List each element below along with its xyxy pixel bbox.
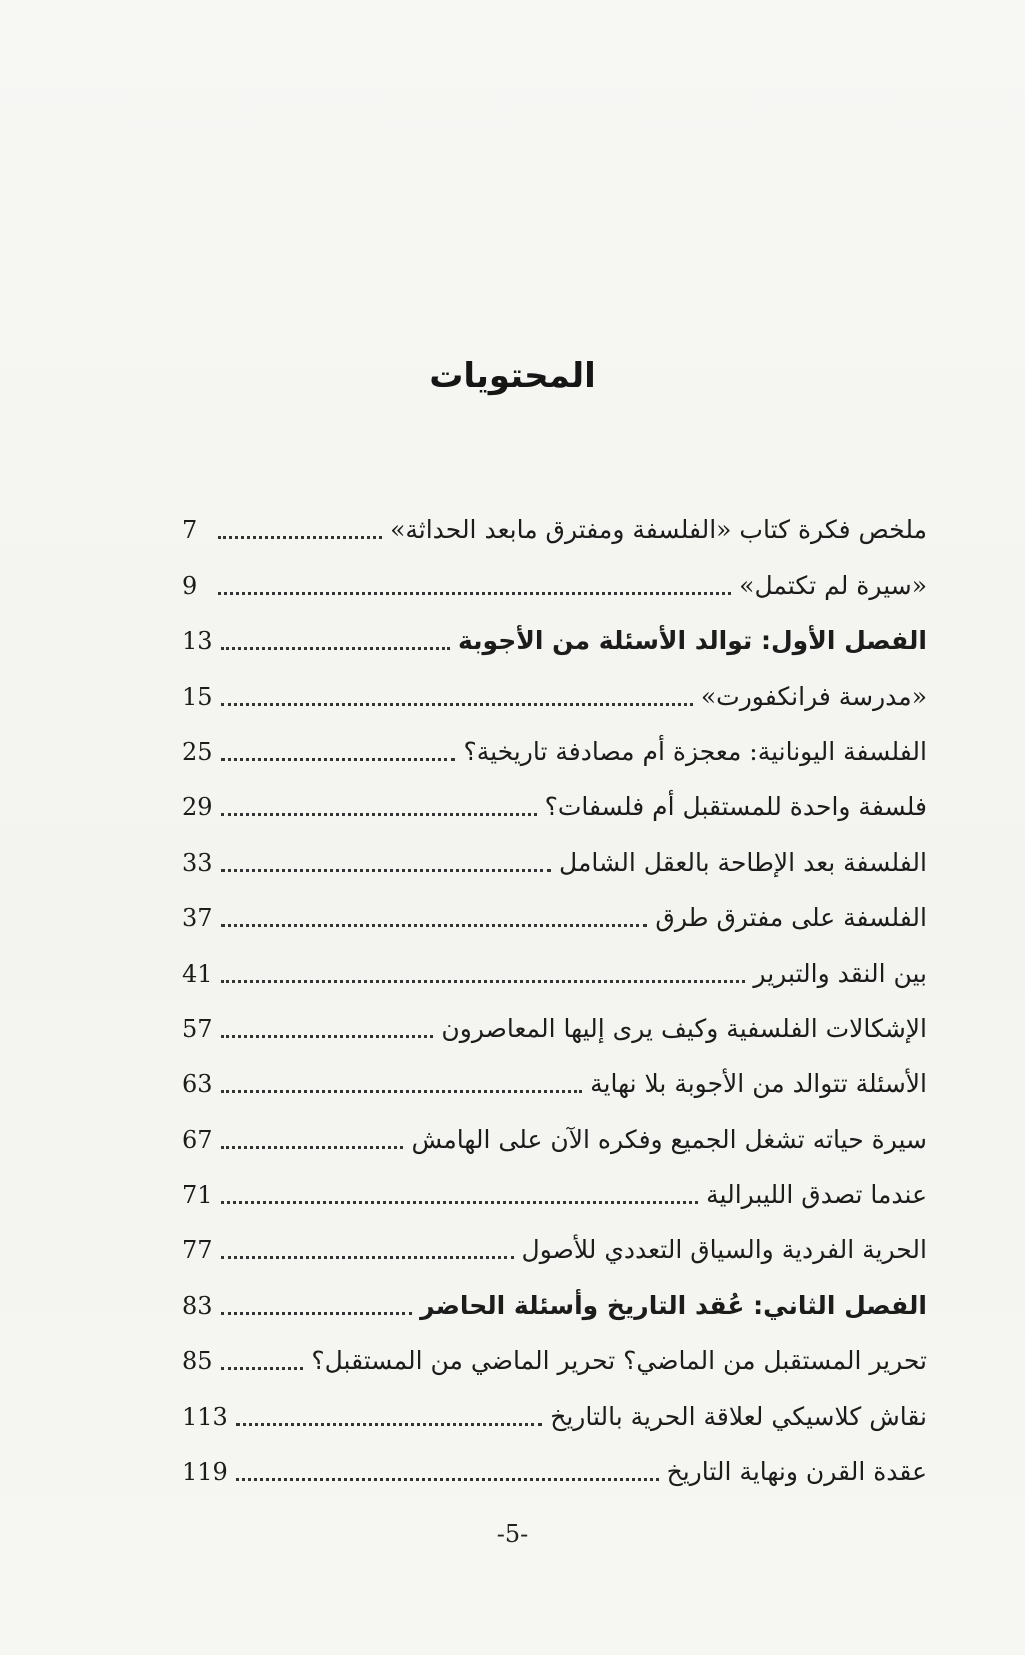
dot-leader: [218, 536, 382, 539]
dot-leader: [221, 1256, 514, 1259]
dot-leader: [218, 592, 731, 595]
toc-entry-page-number: 77: [182, 1236, 213, 1265]
dot-leader: [221, 869, 551, 872]
toc-entry-page-number: 15: [182, 682, 213, 711]
toc-entry-page-number: 13: [182, 627, 213, 656]
toc-entry-page-number: 7: [182, 516, 198, 545]
dot-leader: [221, 758, 456, 761]
toc-entry-page-number: 119: [182, 1458, 228, 1487]
toc-chapter-row: [182, 1266, 927, 1321]
toc-entry-page-number: 37: [182, 904, 213, 933]
toc-row: [182, 546, 927, 601]
dot-leader: [221, 813, 537, 816]
toc-entry-page-number: 113: [182, 1402, 228, 1431]
dot-leader: [236, 1478, 659, 1481]
dot-leader: [221, 1367, 304, 1370]
dot-leader: [221, 703, 693, 706]
toc-row: [182, 491, 927, 546]
page-title: المحتويات: [429, 356, 596, 396]
toc-entry-page-number: 41: [182, 959, 213, 988]
toc-row: [182, 823, 927, 878]
toc-entry-title: الفصل الأول: توالد الأسئلة من الأجوبة: [457, 626, 927, 656]
dot-leader: [221, 1201, 699, 1204]
dot-leader: [221, 924, 648, 927]
toc-entry-page-number: 25: [182, 737, 213, 766]
toc-entry-title: الأسئلة تتوالد من الأجوبة بلا نهاية: [590, 1069, 927, 1099]
toc-entry-title: الفلسفة بعد الإطاحة بالعقل الشامل: [559, 847, 927, 877]
page-number: -5-: [496, 1520, 529, 1548]
toc-row: [182, 1377, 927, 1432]
dot-leader: [221, 1146, 404, 1149]
toc-entry-page-number: 9: [182, 571, 198, 600]
toc-row: [182, 768, 927, 823]
toc-chapter-row: [182, 602, 927, 657]
dot-leader: [221, 1035, 434, 1038]
toc-row: [182, 1211, 927, 1266]
toc-entry-title: الفلسفة على مفترق طرق: [655, 903, 927, 933]
toc-entry-page-number: 67: [182, 1125, 213, 1154]
toc-row: [182, 657, 927, 712]
toc-entry-title: عقدة القرن ونهاية التاريخ: [666, 1457, 927, 1487]
toc-entry-title: «سيرة لم تكتمل»: [739, 570, 927, 600]
toc-row: [182, 990, 927, 1045]
toc-row: [182, 713, 927, 768]
toc-entry-title: بين النقد والتبرير: [753, 958, 927, 988]
toc-entry-title: الإشكالات الفلسفية وكيف يرى إليها المعاصرون: [441, 1013, 927, 1043]
toc-row: [182, 934, 927, 989]
toc-row: [182, 879, 927, 934]
toc-entry-title: نقاش كلاسيكي لعلاقة الحرية بالتاريخ: [550, 1401, 927, 1431]
toc-entry-title: الفصل الثاني: عُقد التاريخ وأسئلة الحاضر: [420, 1290, 927, 1320]
toc-entry-title: فلسفة واحدة للمستقبل أم فلسفات؟: [544, 792, 927, 822]
dot-leader: [236, 1423, 542, 1426]
toc-row: [182, 1100, 927, 1155]
toc-entry-title: عندما تصدق الليبرالية: [706, 1180, 927, 1210]
toc-entry-page-number: 71: [182, 1181, 213, 1210]
dot-leader: [221, 980, 746, 983]
dot-leader: [221, 1090, 583, 1093]
toc-row: [182, 1322, 927, 1377]
toc-entry-title: تحرير المستقبل من الماضي؟ تحرير الماضي من المستقبل؟: [311, 1346, 927, 1376]
toc-row: [182, 1156, 927, 1211]
toc-entry-page-number: 63: [182, 1070, 213, 1099]
dot-leader: [221, 647, 450, 650]
dot-leader: [221, 1312, 413, 1315]
toc-entry-page-number: 57: [182, 1014, 213, 1043]
toc-entry-page-number: 83: [182, 1291, 213, 1320]
toc-entry-page-number: 33: [182, 848, 213, 877]
toc-entry-title: ملخص فكرة كتاب «الفلسفة ومفترق مابعد الحداثة»: [390, 515, 927, 545]
toc-entry-title: الحرية الفردية والسياق التعددي للأصول: [521, 1235, 927, 1265]
toc-entry-page-number: 29: [182, 793, 213, 822]
table-of-contents: [182, 491, 927, 1488]
toc-row: [182, 1045, 927, 1100]
toc-entry-title: الفلسفة اليونانية: معجزة أم مصادفة تاريخية؟: [463, 736, 927, 766]
toc-row: [182, 1433, 927, 1488]
toc-entry-page-number: 85: [182, 1347, 213, 1376]
toc-entry-title: سيرة حياته تشغل الجميع وفكره الآن على الهامش: [411, 1124, 927, 1154]
toc-entry-title: «مدرسة فرانكفورت»: [700, 681, 927, 711]
